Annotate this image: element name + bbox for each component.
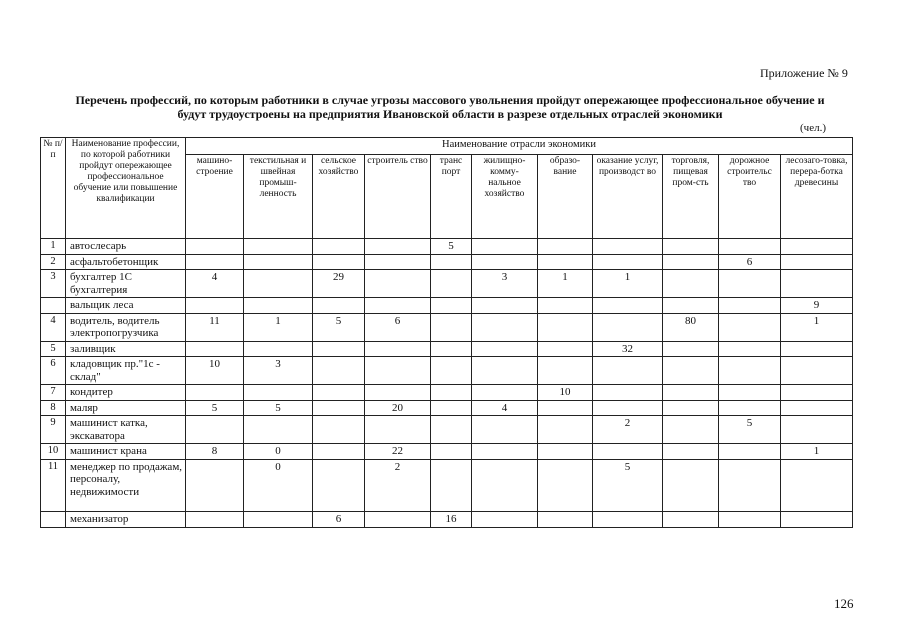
table-cell <box>244 270 313 298</box>
table-cell <box>719 400 781 416</box>
table-cell <box>538 313 593 341</box>
table-cell <box>313 459 365 511</box>
table-cell <box>472 254 538 270</box>
table-cell: 80 <box>663 313 719 341</box>
profession-name: механизатор <box>66 511 186 527</box>
table-cell <box>719 298 781 314</box>
table-cell <box>472 357 538 385</box>
table-row <box>41 239 853 255</box>
table-cell <box>244 239 313 255</box>
table-cell <box>663 459 719 511</box>
table-cell <box>244 254 313 270</box>
table-cell <box>431 416 472 444</box>
table-cell: 5 <box>313 313 365 341</box>
table-cell <box>663 357 719 385</box>
table-cell: 29 <box>313 270 365 298</box>
table-cell <box>186 254 244 270</box>
table-cell: 2 <box>365 459 431 511</box>
table-cell <box>538 459 593 511</box>
table-row <box>41 511 853 527</box>
title-line-1: Перечень профессий, по которым работники в случае угрозы массового увольнения пройдут опережающее профессиональное обучение и <box>75 93 825 107</box>
table-cell <box>431 298 472 314</box>
table-cell <box>472 385 538 401</box>
table-cell <box>538 400 593 416</box>
table-header <box>41 138 853 239</box>
profession-name: водитель, водитель электропогрузчика <box>66 313 186 341</box>
table-cell <box>431 357 472 385</box>
table-cell <box>313 444 365 460</box>
table-row <box>41 459 853 511</box>
header-industry: транс порт <box>431 155 472 239</box>
table-cell <box>663 400 719 416</box>
table-cell: 6 <box>313 511 365 527</box>
table-cell <box>719 444 781 460</box>
table-cell <box>781 511 853 527</box>
table-cell <box>365 270 431 298</box>
table-row <box>41 313 853 341</box>
table-cell <box>781 357 853 385</box>
table-cell <box>244 416 313 444</box>
table-cell <box>365 254 431 270</box>
table-cell <box>719 511 781 527</box>
row-number: 9 <box>41 416 66 444</box>
table-cell <box>431 400 472 416</box>
table-cell <box>538 511 593 527</box>
table-cell <box>431 459 472 511</box>
table-cell <box>663 385 719 401</box>
table-cell <box>431 444 472 460</box>
title-line-2: будут трудоустроены на предприятия Ивановской области в разрезе отдельных отраслей экономики <box>177 107 723 121</box>
header-industry: машино-строение <box>186 155 244 239</box>
table-cell <box>719 385 781 401</box>
table-cell: 5 <box>244 400 313 416</box>
table-cell <box>663 341 719 357</box>
table-cell: 1 <box>538 270 593 298</box>
table-cell <box>719 313 781 341</box>
table-cell: 10 <box>186 357 244 385</box>
table-cell <box>431 313 472 341</box>
table-row <box>41 341 853 357</box>
table-cell: 5 <box>431 239 472 255</box>
table-cell <box>472 444 538 460</box>
table-cell <box>719 357 781 385</box>
row-number: 10 <box>41 444 66 460</box>
table-cell: 2 <box>593 416 663 444</box>
table-cell <box>186 511 244 527</box>
row-number <box>41 298 66 314</box>
table-cell: 1 <box>244 313 313 341</box>
table-cell <box>472 239 538 255</box>
table-row <box>41 298 853 314</box>
table-cell <box>313 385 365 401</box>
row-number: 11 <box>41 459 66 511</box>
unit-label: (чел.) <box>800 122 826 134</box>
row-number: 2 <box>41 254 66 270</box>
row-number: 8 <box>41 400 66 416</box>
header-profession: Наименование профессии, по которой работники пройдут опережающее профессиональное обучение или повышение квалификации <box>66 138 186 239</box>
table-cell <box>313 416 365 444</box>
table-cell <box>663 298 719 314</box>
table-cell <box>244 385 313 401</box>
table-cell <box>663 511 719 527</box>
table-cell <box>365 511 431 527</box>
table-cell <box>781 341 853 357</box>
table-cell <box>244 511 313 527</box>
profession-name: менеджер по продажам, персоналу, недвижимости <box>66 459 186 511</box>
table-cell <box>719 239 781 255</box>
header-industries-group: Наименование отрасли экономики <box>186 138 853 155</box>
profession-name: кладовщик пр."1с - склад" <box>66 357 186 385</box>
table-cell <box>538 341 593 357</box>
table-cell <box>719 459 781 511</box>
table-cell: 5 <box>593 459 663 511</box>
table-cell <box>186 459 244 511</box>
table-cell: 8 <box>186 444 244 460</box>
table-cell <box>781 416 853 444</box>
header-industry: жилищно-комму-нальное хозяйство <box>472 155 538 239</box>
table-row <box>41 444 853 460</box>
table-cell <box>472 341 538 357</box>
table-row <box>41 416 853 444</box>
profession-name: кондитер <box>66 385 186 401</box>
table-cell: 1 <box>781 444 853 460</box>
profession-name: маляр <box>66 400 186 416</box>
table-cell: 1 <box>593 270 663 298</box>
table-cell <box>313 357 365 385</box>
table-cell <box>781 459 853 511</box>
table-cell <box>593 511 663 527</box>
table-cell: 5 <box>719 416 781 444</box>
table-row <box>41 357 853 385</box>
table-cell <box>781 385 853 401</box>
table-cell <box>593 385 663 401</box>
table-row <box>41 400 853 416</box>
table-cell <box>472 511 538 527</box>
table-cell <box>431 254 472 270</box>
table-cell <box>593 298 663 314</box>
profession-name: заливщик <box>66 341 186 357</box>
table-cell <box>593 444 663 460</box>
header-industry: строитель ство <box>365 155 431 239</box>
table-cell <box>663 254 719 270</box>
table-cell <box>781 239 853 255</box>
profession-name: машинист катка, экскаватора <box>66 416 186 444</box>
table-cell <box>244 298 313 314</box>
table-cell <box>431 385 472 401</box>
table-cell <box>593 239 663 255</box>
table-cell <box>186 298 244 314</box>
header-industry: оказание услуг, производст во <box>593 155 663 239</box>
header-number: № п/п <box>41 138 66 239</box>
table-cell <box>472 298 538 314</box>
table-cell <box>538 239 593 255</box>
table-row <box>41 254 853 270</box>
table-cell: 32 <box>593 341 663 357</box>
table-cell <box>313 341 365 357</box>
table-row <box>41 385 853 401</box>
table-body <box>41 239 853 528</box>
row-number: 3 <box>41 270 66 298</box>
profession-name: бухгалтер 1С бухгалтерия <box>66 270 186 298</box>
table-cell <box>781 400 853 416</box>
row-number: 1 <box>41 239 66 255</box>
table-cell: 1 <box>781 313 853 341</box>
table-cell <box>538 298 593 314</box>
table-cell <box>313 239 365 255</box>
document-title <box>40 93 860 121</box>
table-cell: 11 <box>186 313 244 341</box>
table-row <box>41 270 853 298</box>
table-cell <box>313 298 365 314</box>
table-cell <box>593 357 663 385</box>
table-cell <box>365 298 431 314</box>
table-cell: 16 <box>431 511 472 527</box>
row-number: 7 <box>41 385 66 401</box>
table-cell <box>719 341 781 357</box>
table-cell: 10 <box>538 385 593 401</box>
table-cell: 3 <box>244 357 313 385</box>
table-cell <box>663 444 719 460</box>
table-cell <box>538 444 593 460</box>
header-industry: образо-вание <box>538 155 593 239</box>
table-cell <box>538 357 593 385</box>
table-cell <box>663 270 719 298</box>
table-cell <box>365 341 431 357</box>
table-cell: 22 <box>365 444 431 460</box>
profession-name: автослесарь <box>66 239 186 255</box>
header-industry: текстильная и швейная промыш-ленность <box>244 155 313 239</box>
header-industry: сельское хозяйство <box>313 155 365 239</box>
table-cell <box>593 313 663 341</box>
header-industry: лесозаго-товка, перера-ботка древесины <box>781 155 853 239</box>
table-cell <box>244 341 313 357</box>
table-cell <box>719 270 781 298</box>
table-cell: 4 <box>186 270 244 298</box>
profession-name: вальщик леса <box>66 298 186 314</box>
table-cell <box>431 270 472 298</box>
header-industry: торговля, пищевая пром-сть <box>663 155 719 239</box>
table-cell <box>365 357 431 385</box>
table-cell: 4 <box>472 400 538 416</box>
table-cell: 20 <box>365 400 431 416</box>
row-number: 5 <box>41 341 66 357</box>
table-cell <box>186 239 244 255</box>
table-cell <box>472 459 538 511</box>
table-cell: 6 <box>719 254 781 270</box>
row-number: 6 <box>41 357 66 385</box>
row-number <box>41 511 66 527</box>
table-cell <box>186 385 244 401</box>
table-cell: 9 <box>781 298 853 314</box>
profession-name: машинист крана <box>66 444 186 460</box>
table-cell <box>365 239 431 255</box>
table-cell <box>663 239 719 255</box>
table-cell <box>781 254 853 270</box>
table-cell <box>781 270 853 298</box>
profession-name: асфальтобетонщик <box>66 254 186 270</box>
page-number: 126 <box>834 596 854 611</box>
table-cell: 0 <box>244 444 313 460</box>
table-cell: 6 <box>365 313 431 341</box>
table-cell: 5 <box>186 400 244 416</box>
table-cell <box>538 254 593 270</box>
table-cell <box>593 400 663 416</box>
table-cell <box>365 416 431 444</box>
table-cell <box>431 341 472 357</box>
table-cell <box>186 416 244 444</box>
table-cell <box>365 385 431 401</box>
table-cell <box>593 254 663 270</box>
table-cell <box>472 416 538 444</box>
table-cell <box>313 254 365 270</box>
table-cell <box>538 416 593 444</box>
table-cell <box>186 341 244 357</box>
table-cell: 0 <box>244 459 313 511</box>
table-cell <box>313 400 365 416</box>
table-cell <box>472 313 538 341</box>
table-cell: 3 <box>472 270 538 298</box>
appendix-label: Приложение № 9 <box>760 66 848 80</box>
table-cell <box>663 416 719 444</box>
professions-table <box>40 137 853 528</box>
header-industry: дорожное строительс тво <box>719 155 781 239</box>
row-number: 4 <box>41 313 66 341</box>
